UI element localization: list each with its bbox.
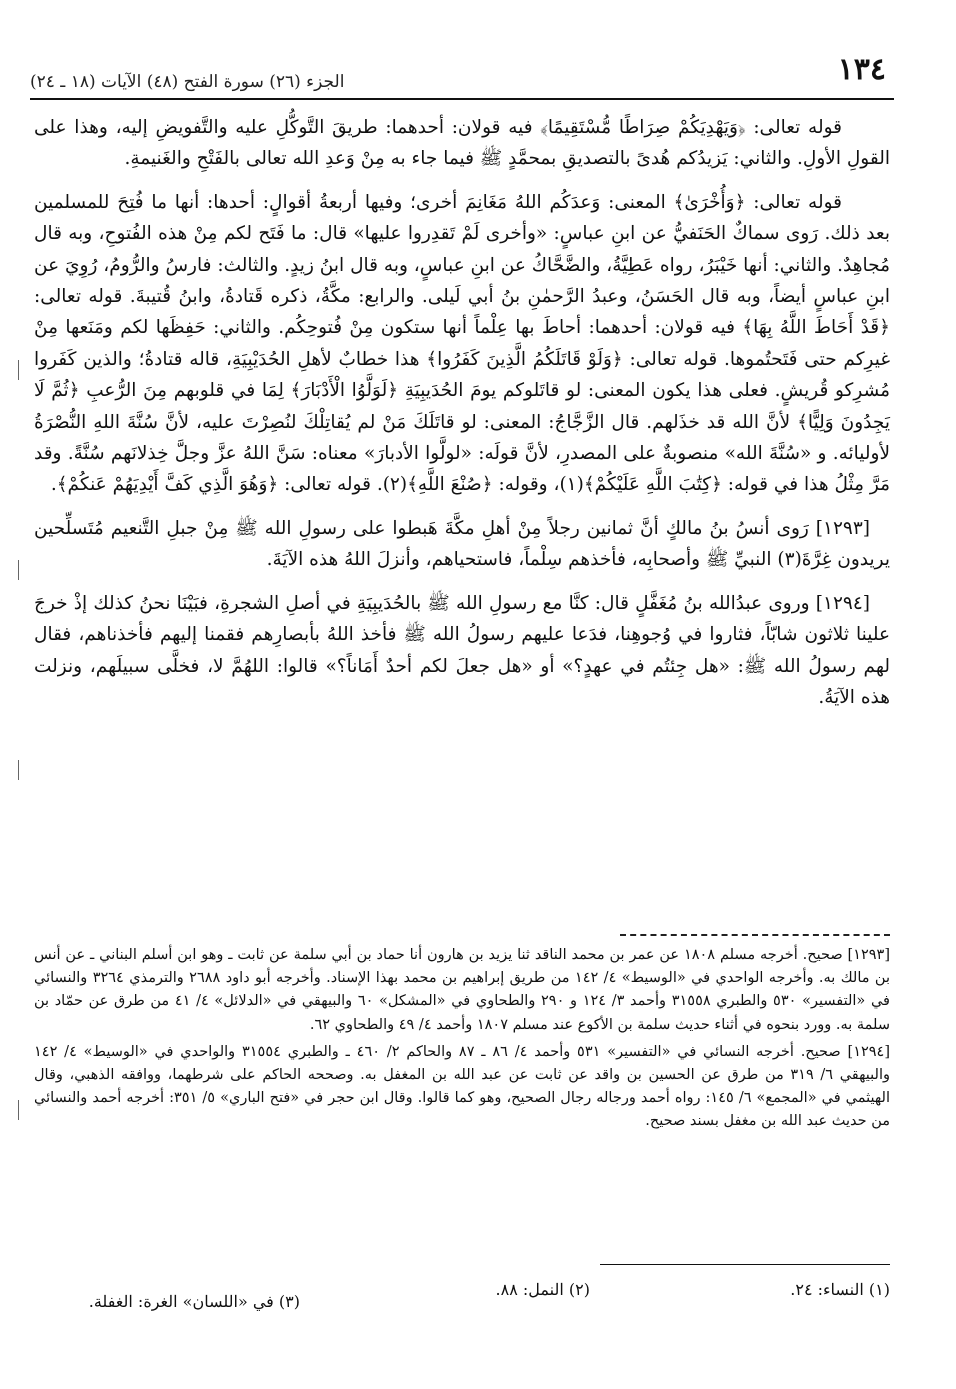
hadith-1293: [١٢٩٣] رَوى أنسُ بنُ مالكٍ أنَّ ثمانين رجلاً مِنْ أهلِ مكَّةَ هَبطوا على رسولِ الله ﷺ مِنْ جبلِ التَّنعيم مُتَسلِّحين يريدون غِرَّةَ(٣) النبيِّ ﷺ وأصحابِه، فأخذهم سِلْماً، فاستحياهم، وأنزلَ اللهُ هذه الآيَةَ. [34,517,890,571]
main-text [34,112,890,725]
running-title: الجزء (٢٦) سورة الفتح (٤٨) الآيات (١٨ ـ ٢٤) [30,72,345,92]
marginal-notes [40,1280,890,1320]
margin-mark [18,560,19,580]
note-1: (١) النساء: ٢٤. [790,1280,890,1299]
footnotes [34,944,890,1138]
footnote-divider [620,934,890,936]
note-2: (٢) النمل: ٨٨. [495,1280,590,1299]
margin-mark [18,360,19,380]
margin-mark [18,1100,19,1120]
paragraph-2: قوله تعالى: ﴿وَأُخْرَىٰ﴾ المعنى: وَعدَكُم اللهُ مَغَانِمَ أخرى؛ وفيها أربعةُ أقوالٍ: أحدها: أنها ما فُتِحَ للمسلمين بعد ذلك. رَوى سماكٌ الحَنَفيُّ عن ابنِ عباسٍ: «وأخرى لَمْ تَقدِروا عليها» قال: ما فَتَح لكم مِنْ هذه الفُتوحِ، وبه قال مُجاهِدٌ. والثاني: أنها خَيْبَرُ، رواه عَطِيَّةُ، والضَّحَّاكُ عن ابنِ عباسٍ، وبه قال ابنُ زيدٍ. والثالث: فارسُ والرُّومُ، رُوِيَ عن ابنِ عباسٍ أيضاً، وبه قال الحَسَنُ، وعبدُ الرَّحمٰنِ بنُ أبي لَيلى. والرابع: مكَّةُ، ذكره قَتادةُ، وابنُ قُتيبةَ. قوله تعالى: ﴿قَدْ أَحَاطَ اللَّهُ بِهَا﴾ فيه قولان: أحدهما: أحاطَ بها عِلْماً أنها ستكون مِنْ فُتوحِكُم. والثاني: حَفِظَها لكم ومَنَعها مِنْ غيرِكم حتى فَتَحتُموها. قوله تعالى: ﴿وَلَوْ قَاتَلَكُمُ الَّذِينَ كَفَرُوا﴾ هذا خطابٌ لأهلِ الحُدَيْبِيَةِ، قاله قتادةُ؛ والذين كَفَروا مُشرِكو قُريشٍ. فعلى هذا يكون المعنى: لو قاتَلوكم يومَ الحُدَيبِيَةِ ﴿لَوَلَّوُا الْأَدْبَارَ﴾ لِمَا في قلوبهم مِنَ الرُّعبِ ﴿ثُمَّ لَا يَجِدُونَ وَلِيًّا﴾ لأنَّ الله قد خذَلهم. قال الزَّجَّاجُ: المعنى: لو قاتَلَكَ مَنْ لم يُقاتِلْكَ لنُصِرْتَ عليه، لأنَّ سُنَّةَ اللهِ النُّصْرَةُ لأوليائه. و «سُنَّةَ الله» منصوبةٌ على المصدرِ، لأنَّ قولَه: «لولَّوا الأدبارَ» معناه: سَنَّ اللهُ عزَّ وجلَّ خِذلانَهم سُنَّةً. وقد مَرَّ مِثْلُ هذا في قوله: ﴿كِتَٰبَ اللَّهِ عَلَيْكُمْ﴾(١)، وقوله: ﴿صُنْعَ اللَّهِ﴾(٢). قوله تعالى: ﴿وَهُوَ الَّذِي كَفَّ أَيْدِيَهُمْ عَنكُمْ﴾. [34,191,890,496]
page-number: ١٣٤ [837,52,886,87]
footnote-1293: [١٢٩٣] صحيح. أخرجه مسلم ١٨٠٨ عن عمر بن محمد الناقد ثنا يزيد بن هارون أنا حماد بن أبي سلمة عن ثابت ـ وهو ابن أسلم البناني ـ عن أنس بن مالك به. وأخرجه الواحدي في «الوسيط» ٤/ ١٤٢ من طريق إبراهيم بن محمد بهذا الإسناد. وأخرجه أبو داود ٢٦٨٨ والترمذي ٣٢٦٤ والنسائي في «التفسير» ٥٣٠ والطبري ٣١٥٥٨ وأحمد ٣/ ١٢٤ و ٢٩٠ والطحاوي في «المشكل» ٦٠ والبيهقي في «الدلائل» ٤/ ٤١ من طرق عن حمّاد بن سلمة به. وورد بنحوه في أثناء حديث سلمة بن الأكوع عند مسلم ١٨٠٧ وأحمد ٤/ ٤٩ والطحاوي ٦٢. [34,947,890,1033]
header-rule [30,98,894,100]
note-3: (٣) في «اللسان» الغرة: الغفلة. [88,1292,300,1311]
bottom-rule [600,1264,890,1265]
margin-mark [18,760,19,780]
page-header [30,52,886,100]
footnote-1294: [١٢٩٤] صحيح. أخرجه النسائي في «التفسير» ٥٣١ وأحمد ٤/ ٨٦ ـ ٨٧ والحاكم ٢/ ٤٦٠ ـ والطبري ٣١٥٥٤ والواحدي في «الوسيط» ٤/ ١٤٢ والبيهقي ٦/ ٣١٩ من طرق عن الحسين بن واقد عن ثابت عن عبد الله بن المغفل به. وصححه الحاكم على شرطهما، ووافقه الذهبي، وقال الهيثمي في «المجمع» ٦/ ١٤٥: رواه أحمد ورجاله رجال الصحيح، وهو كما قالوا. وقال ابن حجر في «فتح الباري» ٥/ ٣٥١: أخرجه أحمد والنسائي من حديث عبد الله بن مغفل بسند صحيح. [34,1043,891,1130]
paragraph-1: قوله تعالى: ﴿وَيَهْدِيَكُمْ صِرَاطًا مُّسْتَقِيمًا﴾ فيه قولان: أحدهما: طريقَ التَّوكُّلِ عليه والتَّفويضِ إليه، وهذا على القولِ الأولِ. والثاني: يَزيدُكم هُدىً بالتصديقِ بمحمَّدٍ ﷺ فيما جاء به مِنْ وَعدِ الله تعالى بالفَتْحِ والغَنيمةِ. [34,117,890,170]
hadith-1294: [١٢٩٤] وروى عبدُالله بنُ مُغَفَّلٍ قال: كنَّا مع رسولِ الله ﷺ بالحُدَيبِيَةِ في أصلِ الشجرةِ، فبَيْنَا نحنُ كذلك إذْ خرجَ علينا ثلاثون شابّاً، فثاروا في وُجوهِنا، فدَعا عليهم رسولُ الله ﷺ فأخذ اللهُ بأبصارِهم فقمنا إليهم فأخذناهم، فقال لهم رسولُ الله ﷺ: «هل جِئتُم في عهدٍ؟» أو «هل جعلَ لكم أحدٌ أَمَاناً؟» قالوا: اللهُمَّ لا، فخلَّى سبيلَهم، ونزلت هذه الآيَةُ. [34,592,890,708]
